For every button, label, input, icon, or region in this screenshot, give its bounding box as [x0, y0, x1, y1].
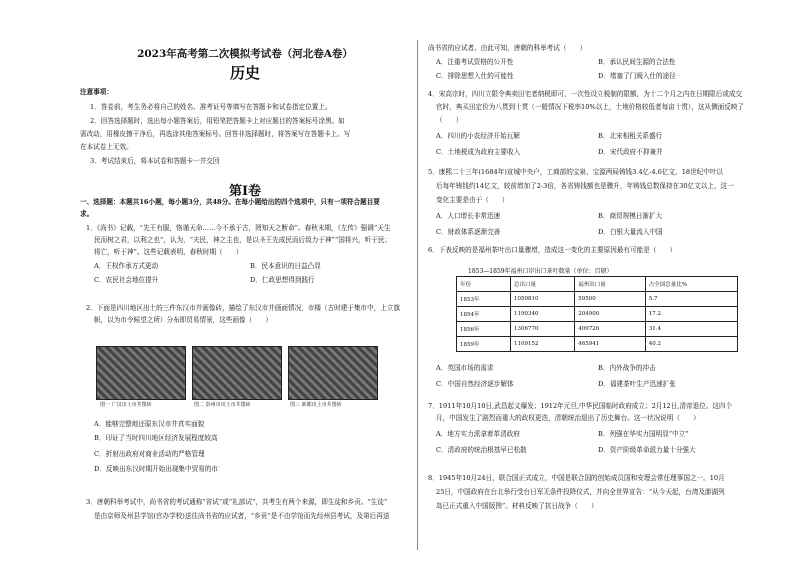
q1-text-3: 将亡，听于神”。这些记载表明，春秋时期（ ） [94, 248, 243, 256]
note-2: 2．回答选择题时，选出每小题答案后，用铅笔把答题卡上对应题目的答案标号涂黑。如 [90, 117, 345, 125]
column-divider [417, 40, 418, 550]
table-cell: 17.2 [645, 307, 737, 322]
q6-table-caption: 1853—1859年福州口岸出口茶叶数量（单位：百磅） [468, 268, 613, 275]
table-cell: 1109152 [511, 337, 575, 352]
table-header-row [457, 277, 738, 292]
q2-option-a: A．能够完整地还原东汉市井真实面貌 [94, 420, 205, 428]
q2-option-c: C．折射出政府对商业活动的严格管理 [94, 450, 205, 458]
table-header-cell: 福州出口量 [575, 277, 645, 292]
q6-table [456, 276, 738, 352]
q1-option-a: A．王权作承方式更动 [94, 262, 159, 270]
note-2-cont2: 在本试卷上无效。 [80, 143, 133, 151]
table-cell: 204900 [575, 307, 645, 322]
q3-text-2: 是由京师及州县学馆(官办学校)送往尚书省的应试者，“乡贡”是不由学馆而先经州县考试，及第后再送 [94, 512, 390, 520]
q2-caption-2: 图二 彭州市出土市井图砖 [194, 402, 251, 408]
q6-option-b: B．内外战争的冲击 [598, 364, 656, 372]
q4-option-b: B．北宋相租关系盛行 [598, 132, 663, 140]
q1-text-2: 民而树之君，以利之也”，认为，“夫民，神之主也，是以圣王先成民而后致力于神”“国将兴，听于民； [94, 236, 392, 244]
table-cell: 465941 [575, 337, 645, 352]
q5-option-a: A．人口增长非常迅速 [436, 212, 501, 220]
exam-title: 2023年高考第二次模拟考试卷（河北卷A卷） [137, 48, 353, 60]
q2-text-2: 帜，以为市令候望之所）分布即贸易情景，这些画像（ ） [94, 316, 273, 324]
q2-image-1 [96, 346, 186, 400]
q8-text-2: 25日，中国政府在台北举行受台日军无条件投降仪式，并向全世界宣告：“从今天起，台湾及澎湖列 [436, 488, 725, 496]
q1-option-b: B．民本意识的日益凸显 [250, 262, 321, 270]
volume-title: 第Ⅰ卷 [228, 184, 262, 199]
table-cell: 1190340 [511, 307, 575, 322]
table-cell: 1856年 [457, 322, 511, 337]
left-column [80, 0, 410, 562]
q7-option-c: C．清政府的统治根基早已松散 [436, 446, 527, 454]
q4-option-a: A．四川的小农经济开始瓦解 [436, 132, 520, 140]
section-instructions: 一、选择题：本题共16小题，每小题3分，共48分。在每小题给出的四个选项中，只有一项符合题目要 [80, 198, 380, 206]
table-cell: 409726 [575, 322, 645, 337]
q3-option-c: C．排除思想入仕的可能性 [436, 72, 514, 80]
q8-text: 8．1945年10月24日，联合国正式成立，中国是联合国的创始成员国和安理会常任理事国之一。10月 [428, 474, 725, 482]
q3-option-b: B．承认民间生源的合法性 [598, 58, 676, 66]
table-row [457, 307, 738, 322]
q5-text-2: 后每年铸钱约14亿文，较前增加了2-3倍，各省铸钱额也是骤升，年铸钱总数保持在30亿文以上，这一 [436, 182, 734, 190]
q6-option-c: C．中国自然经济逐步解体 [436, 380, 514, 388]
q7-text: 7．1911年10月10日,武昌起义爆发；1912年元旦,中华民国临时政府成立；2月12日,清帝退位。这四个 [428, 402, 733, 410]
q3-text-3: 尚书省的应试者。由此可知，唐朝的科举考试（ ） [428, 44, 587, 52]
q2-caption-1: 图一 广汉出土市井图砖 [100, 402, 152, 408]
exam-subject: 历史 [229, 64, 260, 82]
q4-text-2: 官时，典买田定价为八贯到十贯（一般情况下税率10%以上，土地价格较低者每亩十贯），这从侧面反映了 [436, 103, 745, 111]
q2-image-3 [288, 346, 378, 400]
q7-text-2: 月，中国发生了剧烈而重大的政权更迭，清朝统治退出了历史舞台。这一状况说明（ ） [436, 414, 700, 422]
q3-option-a: A．注重考试资格的公开性 [436, 58, 514, 66]
note-3: 3．考试结束后，将本试卷和答题卡一并交回 [90, 157, 220, 165]
table-row [457, 292, 738, 307]
table-header-cell: 占全国总量比% [645, 277, 737, 292]
q3-option-d: D．堵塞了门阀入仕的途径 [598, 72, 676, 80]
q6-option-a: A．英国市场的需求 [436, 364, 494, 372]
note-2-cont: 需改动，用橡皮擦干净后，再选涂其他答案标号。回答非选择题时，将答案写在答题卡上。写 [80, 130, 351, 138]
q3-text: 3．唐朝科举考试中，尚书省的考试通称“省试”或“礼部试”，共考生有两个来源，即生徒和乡贡。“生徒” [86, 498, 388, 506]
note-1: 1．答卷前，考生务必将自己的姓名、准考证号等填写在答题卡和试卷指定位置上。 [90, 103, 332, 111]
q6-text: 6．下表反映的是福州茶叶出口量骤增，造成这一变化的主要原因最有可能是（ ） [428, 246, 677, 254]
table-row [457, 337, 738, 352]
q7-option-d: D．资产阶级革命派力量十分强大 [598, 446, 696, 454]
q1-text: 1．《尚书》记载，“先王有服，恪谨天命……今不承于古，罔知天之断命”。春秋末期，《左传》强调“天生 [86, 224, 391, 232]
q5-text: 5．康熙二十三年(1684年)宣城中央户，工商部的宝泉、宝源两局铸钱3.4亿-4.6亿文，18世纪中叶以 [428, 168, 724, 176]
table-cell: 5.7 [645, 292, 737, 307]
q5-option-c: C．财政体系逐渐完善 [436, 228, 501, 236]
q4-option-c: C．土地税成为政府主要收入 [436, 148, 521, 156]
q6-option-d: D．福建茶叶生产迅速扩张 [598, 380, 676, 388]
q8-text-3: 岛已正式重入中国版图”。材料反映了抗日战争（ ） [436, 502, 598, 510]
q7-option-b: B．列强在华实力国明显“中立” [598, 430, 689, 438]
q4-text-3: （ ） [436, 116, 463, 124]
table-header-cell: 年份 [457, 277, 511, 292]
section-instructions-cont: 求。 [80, 210, 94, 218]
table-cell: 59500 [575, 292, 645, 307]
table-cell: 1859年 [457, 337, 511, 352]
right-column [428, 0, 753, 562]
q2-option-b: B．印证了当时四川地区经济发展程度较高 [94, 434, 218, 442]
table-header-cell: 总出口量 [511, 277, 575, 292]
q2-option-d: D．反映出东汉时期开始出现集中贸易的市 [94, 465, 218, 473]
q2-text: 2．下面是四川地区出土的三件东汉市井画像砖，描绘了东汉市井画面情况，市楼（古时建于集市中，上立旗 [86, 304, 401, 312]
table-row [457, 322, 738, 337]
table-cell: 1306770 [511, 322, 575, 337]
table-cell: 1853年 [457, 292, 511, 307]
q2-image-2 [192, 346, 282, 400]
q1-option-c: C．农民社会地位提升 [94, 276, 159, 284]
q4-text: 4．宋高宗时，四川立限令典卖田宅者纳税即可，一次性设立税制的限额，为十二个月之内在日期限后或成交 [428, 90, 743, 98]
q4-option-d: D．宋代政府不抑兼并 [598, 148, 663, 156]
q1-option-d: D．仁政思想得到践行 [250, 276, 315, 284]
table-cell: 40.2 [645, 337, 737, 352]
q5-text-3: 变化主要是由于（ ） [436, 196, 509, 204]
q5-option-d: D．白银大量流入中国 [598, 228, 663, 236]
q2-caption-3: 图三 新都出土市井图砖 [290, 402, 342, 408]
q5-option-b: B．商贸规模日渐扩大 [598, 212, 663, 220]
table-cell: 1854年 [457, 307, 511, 322]
table-cell: 1050810 [511, 292, 575, 307]
q7-option-a: A．地方实力派拿着革清政府 [436, 430, 520, 438]
notes-heading: 注意事项： [80, 88, 113, 96]
table-cell: 31.4 [645, 322, 737, 337]
